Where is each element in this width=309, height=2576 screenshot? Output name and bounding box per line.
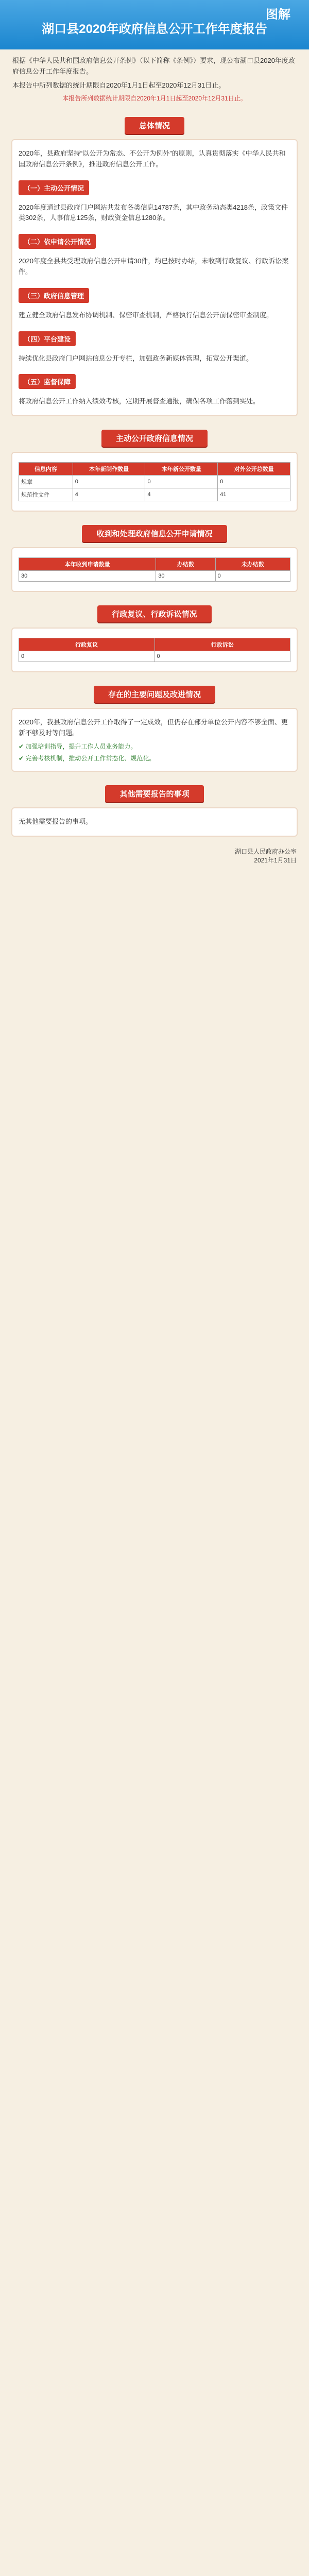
table-row: 0 0 bbox=[19, 651, 290, 662]
page-title: 湖口县2020年政府信息公开工作年度报告 bbox=[42, 22, 267, 36]
improve-item-1: ✔ 加强培训指导，提升工作人员业务能力。 bbox=[19, 742, 137, 750]
section-title-5: 存在的主要问题及改进情况 bbox=[0, 686, 309, 703]
section-1-text: 2020年，县政府坚持“以公开为常态、不公开为例外”的原则，认真贯彻落实《中华人民共和国政府信息公开条例》，推进政府信息公开工作。 bbox=[19, 149, 286, 168]
section-title-4: 行政复议、行政诉讼情况 bbox=[0, 605, 309, 622]
subsection-1d: （四）平台建设 bbox=[19, 331, 76, 346]
subsection-1c: （三）政府信息管理 bbox=[19, 288, 89, 303]
section-title-3: 收到和处理政府信息公开申请情况 bbox=[0, 525, 309, 542]
section-title-1: 总体情况 bbox=[0, 117, 309, 134]
improve-item-2: ✔ 完善考核机制，推动公开工作常态化、规范化。 bbox=[19, 754, 156, 762]
intro bbox=[12, 56, 297, 104]
section-6 bbox=[11, 807, 298, 837]
section-title-2: 主动公开政府信息情况 bbox=[0, 430, 309, 447]
subsection-1a-text: 2020年度通过县政府门户网站共发布各类信息14787条，其中政务动态类4218条，政策文件类302条，人事信息125条，财政资金信息1280条。 bbox=[19, 203, 288, 222]
table-head: 本年新制作数量 bbox=[73, 463, 145, 476]
intro-paragraph-1: 根据《中华人民共和国政府信息公开条例》（以下简称《条例》）要求，现公布湖口县2020年度政府信息公开工作年度报告。 bbox=[12, 57, 295, 75]
subsection-1d-text: 持续优化县政府门户网站信息公开专栏，加强政务新媒体管理，拓宽公开渠道。 bbox=[19, 354, 253, 362]
subsection-1c-text: 建立健全政府信息发布协调机制、保密审查机制，严格执行信息公开前保密审查制度。 bbox=[19, 311, 273, 319]
subsection-1b-text: 2020年度全县共受理政府信息公开申请30件，均已按时办结，未收到行政复议、行政诉讼案件。 bbox=[19, 257, 289, 276]
table-row: 规范性文件 4 4 41 bbox=[19, 488, 290, 501]
banner-badge: 图解 bbox=[266, 8, 290, 22]
section-1 bbox=[11, 139, 298, 416]
table-row: 规章 0 0 0 bbox=[19, 476, 290, 488]
footer-date: 2021年1月31日 bbox=[254, 856, 297, 864]
table-head: 本年新公开数量 bbox=[145, 463, 218, 476]
table-requests: 本年收到申请数量 办结数 未办结数 30 30 0 bbox=[19, 557, 290, 582]
section-title-6: 其他需要报告的事项 bbox=[0, 785, 309, 802]
section-3 bbox=[11, 547, 298, 592]
section-4 bbox=[11, 628, 298, 672]
section-6-text: 无其他需要报告的事项。 bbox=[19, 817, 93, 825]
intro-paragraph-2: 本报告中所列数据的统计期限自2020年1月1日起至2020年12月31日止。 bbox=[12, 81, 226, 89]
table-reviews: 行政复议 行政诉讼 0 0 bbox=[19, 638, 290, 662]
table-head: 对外公开总数量 bbox=[218, 463, 290, 476]
banner bbox=[0, 0, 309, 49]
subsection-1b: （二）依申请公开情况 bbox=[19, 234, 96, 249]
section-2 bbox=[11, 452, 298, 512]
intro-note: 本报告所列数据统计期限自2020年1月1日起至2020年12月31日止。 bbox=[62, 95, 247, 103]
section-5 bbox=[11, 708, 298, 772]
table-proactive bbox=[19, 462, 290, 501]
subsection-1e: （五）监督保障 bbox=[19, 374, 76, 389]
subsection-1a: （一）主动公开情况 bbox=[19, 180, 89, 195]
section-5-problem: 2020年，我县政府信息公开工作取得了一定成效，但仍存在部分单位公开内容不够全面、更新不够及时等问题。 bbox=[19, 718, 288, 737]
table-row: 30 30 0 bbox=[19, 571, 290, 582]
footer-org: 湖口县人民政府办公室 bbox=[234, 848, 297, 855]
subsection-1e-text: 将政府信息公开工作纳入绩效考核，定期开展督查通报，确保各项工作落到实处。 bbox=[19, 397, 260, 405]
table-head: 信息内容 bbox=[19, 463, 73, 476]
footer bbox=[12, 847, 297, 865]
